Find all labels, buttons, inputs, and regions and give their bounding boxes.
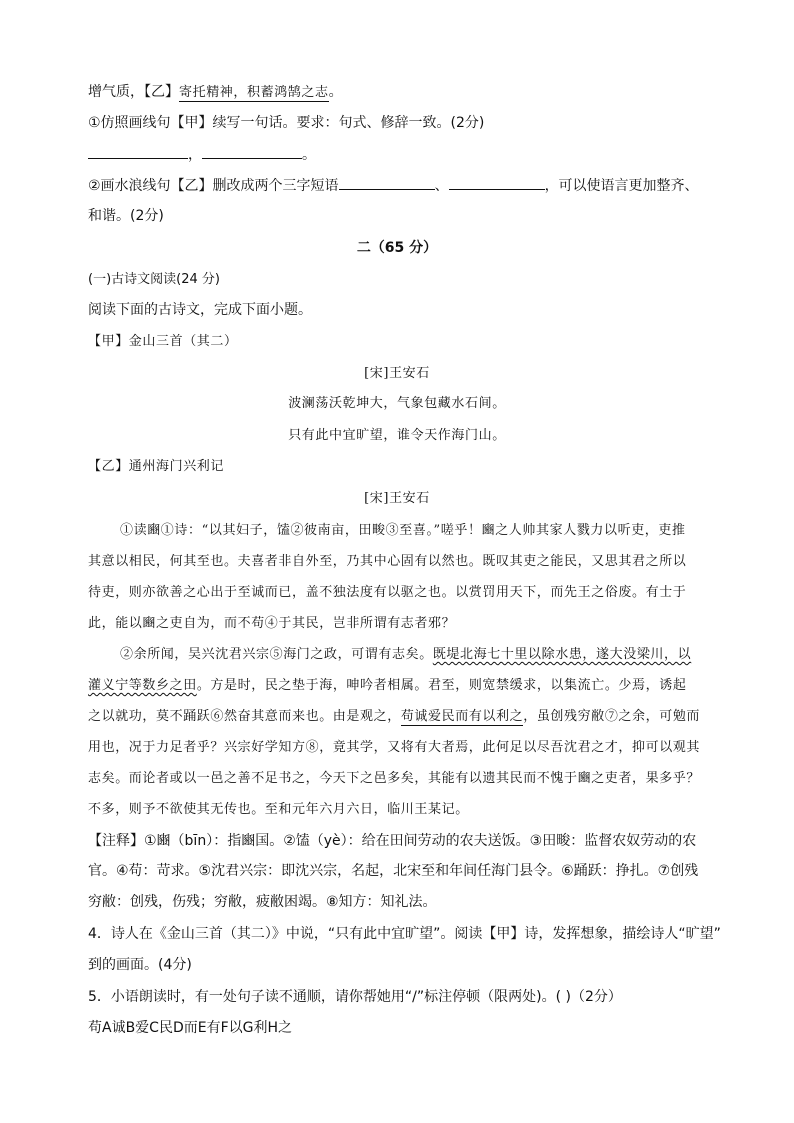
prose-p2-line4: 用也，况于力足者乎？兴宗好学知方⑧，竟其学，又将有大者焉，此何足以尽吾沈君之才，抑可以观其	[88, 740, 701, 755]
text-pre: 增气质，【乙】	[88, 84, 179, 100]
prose-p1-line3: 待吏，则亦欲善之心出于至诚而已，盖不独法度有以驱之也。以赏罚用天下，而先王之俗废。有士于	[88, 585, 687, 600]
p2-l2-text: 。方是时，民之垫于海，呻吟者相属。君至，则宽禁缓求，以集流亡。少焉，诱起	[196, 678, 687, 693]
comma: ，	[188, 147, 202, 163]
section-subtitle: (一)古诗文阅读(24 分)	[88, 272, 220, 287]
notes-line-2: 官。④苟：苛求。⑤沈君兴宗：即沈兴宗，名起，北宋至和年间任海门县令。⑥踊跃：挣扎。⑦创残	[88, 863, 699, 879]
answer-line-1	[88, 145, 316, 165]
wavy-underline-1: 既堤北海七十里以除水患，遂大没梁川，以	[432, 647, 692, 662]
wavy-underline-2: 灌义宁等数乡之田	[88, 678, 197, 693]
poem-label: 【甲】金山三首（其二）	[88, 334, 238, 349]
prose-p1-line1: ①读豳①诗：“以其妇子，馌②彼南亩，田畯③至喜。”嗟乎！豳之人帅其家人戮力以听吏，吏推	[120, 523, 686, 538]
period: 。	[302, 147, 316, 163]
underlined-sentence-yi: 寄托精神，积蓄鸿鹄之志	[179, 85, 329, 100]
prose-p2-line2	[88, 676, 686, 696]
p2-l3-text: 之以就功，莫不踊跃⑥然奋其意而来也。由是观之，	[88, 709, 401, 724]
poem-line-1: 波澜荡沃乾坤大，气象包藏水石间。	[288, 396, 506, 411]
prose-author: [宋]王安石	[364, 491, 430, 506]
prose-label: 【乙】通州海门兴利记	[88, 459, 225, 474]
instruction: 阅读下面的古诗文，完成下面小题。	[88, 302, 312, 318]
question-4-line1: 4．诗人在《金山三首（其二）》中说，“只有此中宜旷望”。阅读【甲】诗，发挥想象，描绘诗人“旷望”	[88, 926, 721, 942]
prose-p2-line5: 志矣。而论者或以一邑之善不足书之，今天下之邑多矣，其能有以遗其民而不愧于豳之吏者，果多乎？	[88, 771, 701, 786]
question-4-line2: 到的画面。(4分)	[88, 957, 192, 973]
line-zengqizhi	[88, 82, 343, 103]
question-5-line2: 苟A诚B爱C民D而E有F以G利H之	[88, 1020, 293, 1036]
section-title: 二（65 分）	[356, 240, 438, 256]
notes-line-3: 穷敝：创残，伤残；穷敝，疲敝困竭。⑧知方：知礼法。	[88, 894, 437, 910]
question-1: ①仿照画线句【甲】续写一句话。要求：句式、修辞一致。(2分)	[88, 115, 485, 131]
p2-l3-post: ，虽创残穷敝⑦之余，可勉而	[523, 709, 701, 724]
q2-sep: 、	[434, 178, 449, 194]
question-5-line1: 5．小语朗读时，有一处句子读不通顺，请你帮她用“/”标注停顿（限两处)。( )（2分）	[88, 989, 622, 1005]
prose-p2-line3	[88, 707, 700, 727]
poem-author: [宋]王安石	[364, 366, 430, 381]
text-post: 。	[328, 84, 343, 100]
answer-blank-4[interactable]	[449, 176, 545, 190]
solid-underline-1: 苟诚爱民而有以利之	[400, 709, 524, 724]
question-2-cont: 和谐。(2分)	[88, 208, 164, 224]
notes-line-1: 【注释】①豳（bīn）：指豳国。②馌（yè）：给在田间劳动的农夫送饭。③田畯：监督农奴劳动的农	[88, 833, 697, 849]
answer-blank-2[interactable]	[202, 145, 302, 159]
q2-post: ，可以使语言更加整齐、	[544, 178, 699, 194]
prose-p1-line2: 其意以相民，何其至也。夫喜者非自外至，乃其中心固有以然也。既叹其吏之能民，又思其君之所以	[88, 554, 687, 569]
p2-l1-text: ②余所闻，吴兴沈君兴宗⑤海门之政，可谓有志矣。	[120, 647, 433, 662]
q2-text: ②画水浪线句【乙】删改成两个三字短语	[88, 178, 339, 194]
prose-p2-line6: 不多，则予不欲使其无传也。至和元年六月六日，临川王某记。	[88, 802, 469, 817]
prose-p1-line4: 此，能以豳之吏自为，而不苟④于其民，岂非所谓有志者邪？	[88, 616, 456, 631]
poem-line-2: 只有此中宜旷望，谁令天作海门山。	[288, 428, 506, 443]
answer-blank-1[interactable]	[88, 145, 188, 159]
question-2	[88, 176, 699, 196]
prose-p2-line1	[120, 645, 691, 665]
answer-blank-3[interactable]	[339, 176, 435, 190]
